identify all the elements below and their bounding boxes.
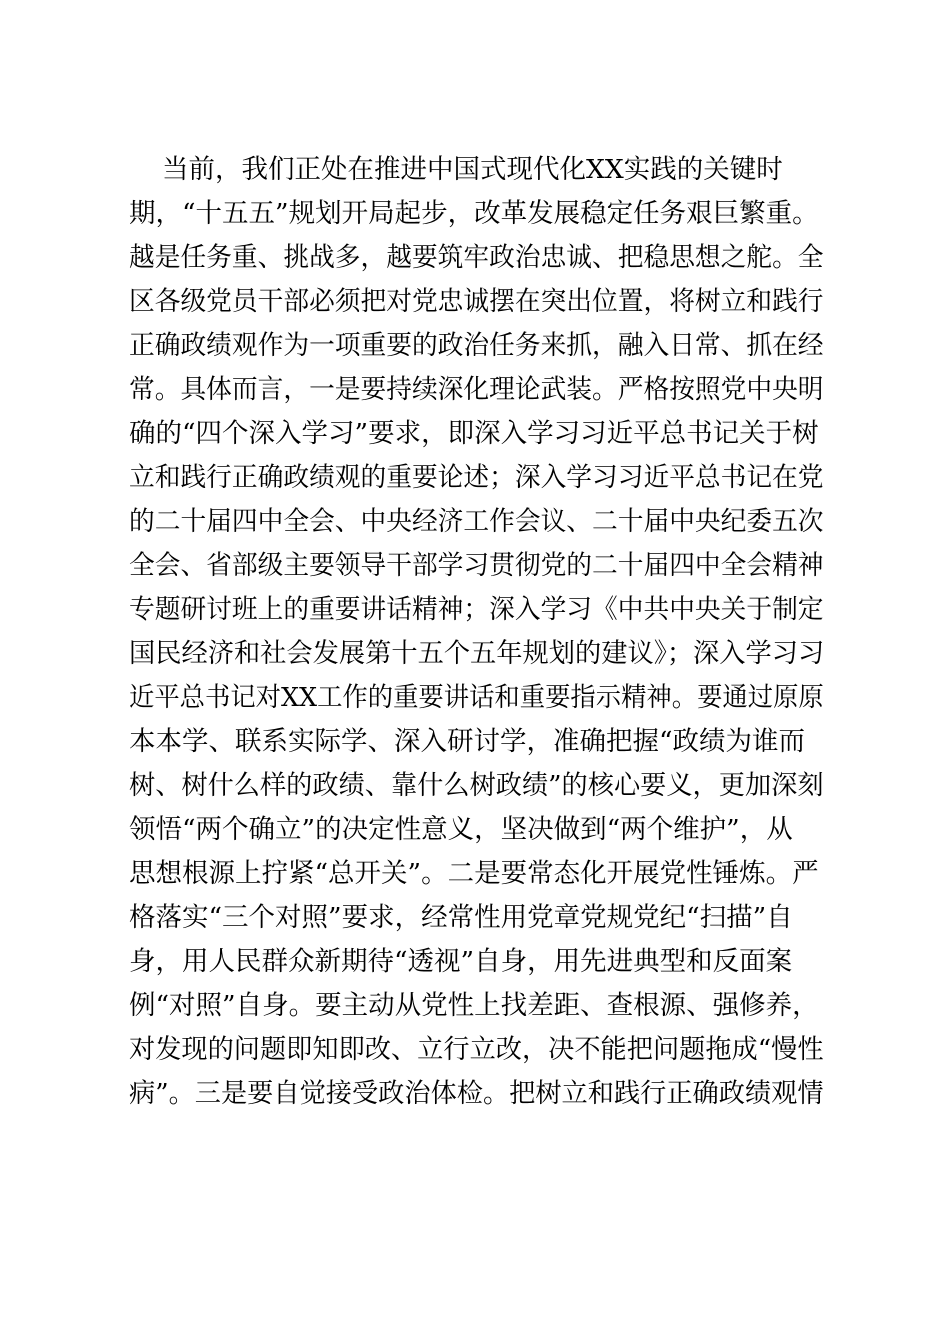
paragraph-line-14: 本本学、联系实际学、深入研讨学，准确把握“政绩为谁而 <box>129 726 806 757</box>
paragraph-line-8: 立和践行正确政绩观的重要论述；深入学习习近平总书记在党 <box>129 462 824 493</box>
paragraph-line-11: 专题研讨班上的重要讲话精神；深入学习《中共中央关于制定 <box>129 594 824 625</box>
paragraph-line-3: 越是任务重、挑战多，越要筑牢政治忠诚、把稳思想之舵。全 <box>129 242 824 273</box>
paragraph-line-21: 对发现的问题即知即改、立行立改，决不能把问题拖成“慢性 <box>129 1034 824 1065</box>
paragraph-line-22: 病”。三是要自觉接受政治体检。把树立和践行正确政绩观情 <box>129 1078 824 1109</box>
paragraph-line-20: 例“对照”自身。要主动从党性上找差距、查根源、强修养， <box>129 990 819 1021</box>
paragraph-line-18: 格落实“三个对照”要求，经常性用党章党规党纪“扫描”自 <box>129 902 793 933</box>
paragraph-line-15: 树、树什么样的政绩、靠什么树政绩”的核心要义，更加深刻 <box>129 770 824 801</box>
paragraph-line-4: 区各级党员干部必须把对党忠诚摆在突出位置，将树立和践行 <box>129 286 824 317</box>
paragraph-line-7: 确的“四个深入学习”要求，即深入学习习近平总书记关于树 <box>129 418 819 449</box>
paragraph-line-9: 的二十届四中全会、中央经济工作会议、二十届中央纪委五次 <box>129 506 824 537</box>
paragraph-line-5: 正确政绩观作为一项重要的政治任务来抓，融入日常、抓在经 <box>129 330 824 361</box>
paragraph-line-12: 国民经济和社会发展第十五个五年规划的建议》；深入学习习 <box>129 638 825 669</box>
paragraph-line-17: 思想根源上拧紧“总开关”。二是要常态化开展党性锤炼。严 <box>129 858 819 889</box>
paragraph-line-6: 常。具体而言，一是要持续深化理论武装。严格按照党中央明 <box>129 374 824 405</box>
paragraph-line-19: 身，用人民群众新期待“透视”自身，用先进典型和反面案 <box>129 946 793 977</box>
paragraph-line-1: 当前，我们正处在推进中国式现代化XX实践的关键时 <box>162 154 783 185</box>
paragraph-line-13: 近平总书记对XX工作的重要讲话和重要指示精神。要通过原原 <box>129 682 824 713</box>
paragraph-line-16: 领悟“两个确立”的决定性意义，坚决做到“两个维护”，从 <box>129 814 793 845</box>
paragraph-line-2: 期，“十五五”规划开局起步，改革发展稳定任务艰巨繁重。 <box>129 198 819 229</box>
paragraph-line-10: 全会、省部级主要领导干部学习贯彻党的二十届四中全会精神 <box>129 550 824 581</box>
